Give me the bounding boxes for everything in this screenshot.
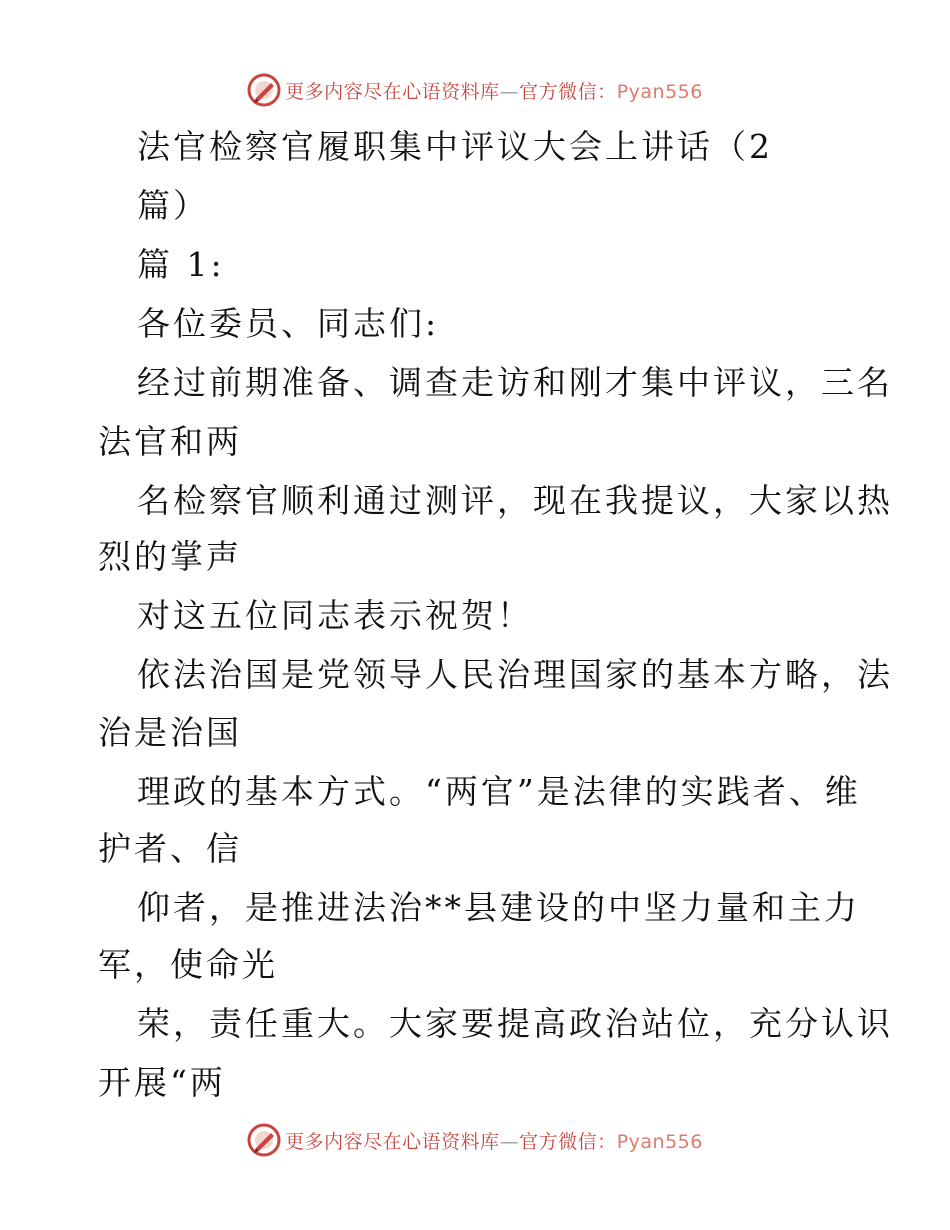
paragraph-line: 依法治国是党领导人民治理国家的基本方略，法 (137, 655, 893, 694)
watermark-text: 更多内容尽在心语资料库—官方微信：Pyan556 (285, 1130, 703, 1153)
paragraph-line: 荣，责任重大。大家要提高政治站位，充分认识 (137, 1004, 893, 1043)
paragraph-line: 理政的基本方式。“两官”是法律的实践者、维 (137, 772, 861, 811)
paragraph-line: 名检察官顺利通过测评，现在我提议，大家以热 (137, 481, 893, 520)
header-watermark (0, 70, 950, 110)
paragraph-line: 经过前期准备、调查走访和刚才集中评议，三名 (137, 363, 893, 402)
document-title-continued: 篇） (137, 186, 209, 225)
paragraph-line: 开展“两 (98, 1063, 226, 1102)
paragraph-line: 护者、信 (98, 829, 242, 868)
section-heading: 篇 1: (137, 245, 225, 284)
paragraph-line: 对这五位同志表示祝贺！ (137, 596, 533, 635)
salutation: 各位委员、同志们: (137, 304, 440, 343)
pen-logo-icon (247, 1123, 281, 1157)
paragraph-line: 军，使命光 (98, 945, 278, 984)
paragraph-line: 烈的掌声 (98, 537, 242, 576)
footer-watermark (0, 1120, 950, 1160)
paragraph-line: 法官和两 (98, 422, 242, 461)
paragraph-line: 仰者，是推进法治**县建设的中坚力量和主力 (137, 888, 860, 927)
watermark-text: 更多内容尽在心语资料库—官方微信：Pyan556 (285, 80, 703, 103)
document-title: 法官检察官履职集中评议大会上讲话（2 (137, 127, 773, 166)
paragraph-line: 治是治国 (98, 713, 242, 752)
pen-logo-icon (247, 73, 281, 107)
